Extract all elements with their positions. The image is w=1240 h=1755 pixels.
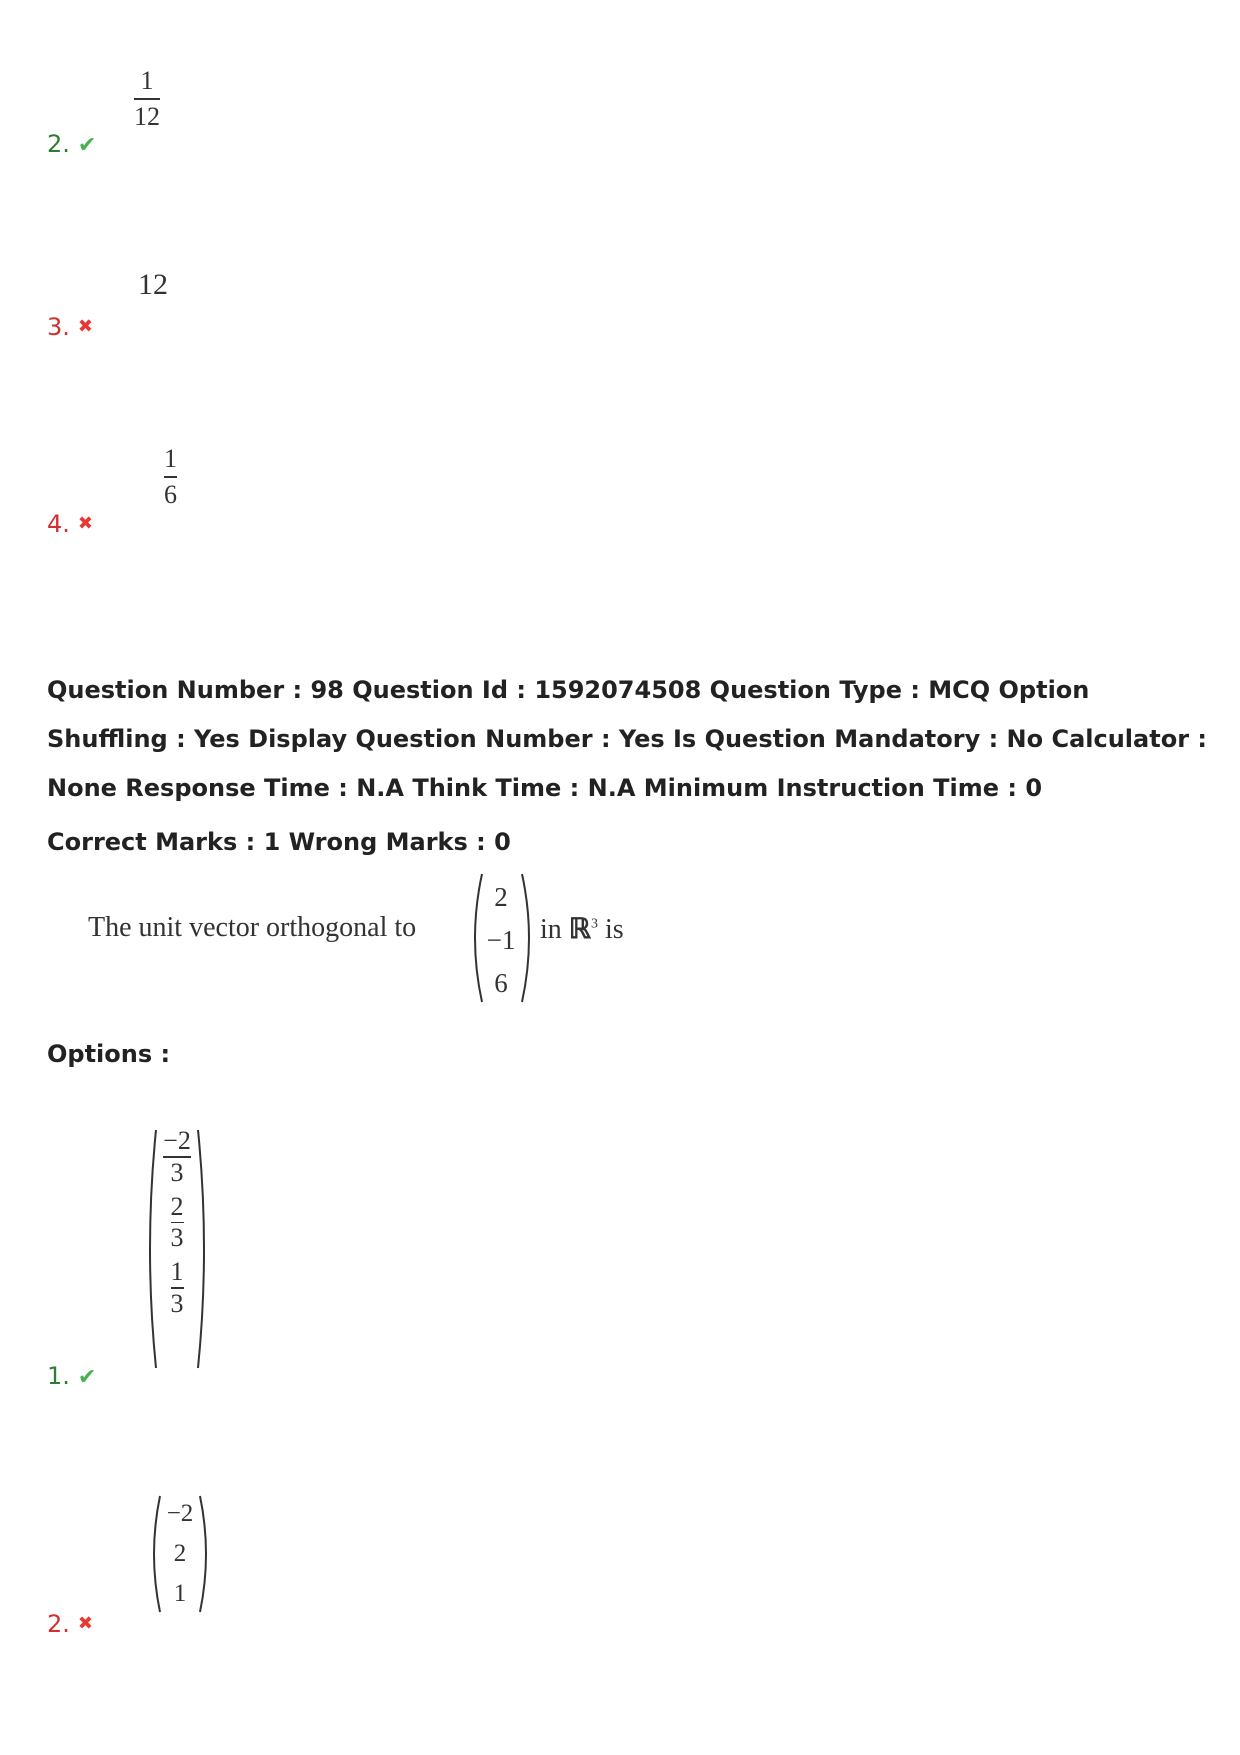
- option-number: 2.: [47, 130, 70, 158]
- text-is: is: [604, 914, 624, 945]
- vector-entry: $\frac{1}{3}$: [170, 1257, 184, 1318]
- vector-entry: 2: [173, 1540, 187, 1567]
- space-exponent: 3: [590, 916, 598, 932]
- question-text-tail: [540, 912, 624, 946]
- vector-entry: −1: [486, 925, 516, 955]
- prev-option-2-fraction: [134, 66, 160, 132]
- question-vector: [480, 876, 522, 1005]
- question-marks: Correct Marks : 1 Wrong Marks : 0: [47, 828, 511, 856]
- option-number: 2.: [47, 1610, 70, 1638]
- numerator: 1: [164, 444, 177, 473]
- check-icon: ✔: [77, 1365, 97, 1390]
- cross-icon: ✖: [77, 513, 93, 534]
- vector-entry: $\frac{-2}{3}$: [163, 1126, 191, 1187]
- option-number: 3.: [47, 313, 70, 341]
- vector-entry: $\frac{2}{3}$: [170, 1191, 184, 1252]
- denominator: 6: [164, 479, 177, 509]
- vector-entry: 6: [494, 968, 508, 998]
- space-symbol: ℝ: [568, 914, 591, 945]
- option-1-vector: [156, 1128, 198, 1317]
- cross-icon: ✖: [77, 316, 93, 337]
- prev-option-2-label: [47, 130, 96, 158]
- question-meta: Question Number : 98 Question Id : 1592074508 Question Type : MCQ Option Shuffling : Yes Display Question Number : Yes Is Question Mandatory : No Calculator : None Response Time : N.A Think Time : N.A Minimum Instruction Time : 0: [47, 676, 1207, 802]
- prev-option-3-value: 12: [138, 268, 168, 301]
- cross-icon: ✖: [77, 1613, 93, 1634]
- text-in: in: [540, 914, 562, 945]
- right-paren: [520, 872, 538, 1004]
- options-label: Options :: [47, 1040, 171, 1068]
- vector-entry: −2: [166, 1500, 194, 1527]
- prev-option-4-fraction: [164, 444, 177, 510]
- fraction-bar: [164, 476, 177, 478]
- option-number: 1.: [47, 1362, 70, 1390]
- prev-option-3-label: [47, 313, 93, 341]
- option-1-label: [47, 1362, 96, 1390]
- option-2-vector: [160, 1494, 200, 1614]
- option-2-label: [47, 1610, 93, 1638]
- vector-entry: 2: [494, 882, 508, 912]
- numerator: 1: [140, 66, 154, 95]
- right-paren: [198, 1494, 214, 1614]
- vector-entry: 1: [173, 1580, 187, 1607]
- fraction-bar: [134, 98, 160, 100]
- denominator: 12: [134, 101, 160, 131]
- prev-option-4-label: [47, 510, 93, 538]
- right-paren: [196, 1128, 212, 1370]
- option-number: 4.: [47, 510, 70, 538]
- check-icon: ✔: [77, 133, 97, 158]
- question-text: The unit vector orthogonal to: [88, 912, 417, 943]
